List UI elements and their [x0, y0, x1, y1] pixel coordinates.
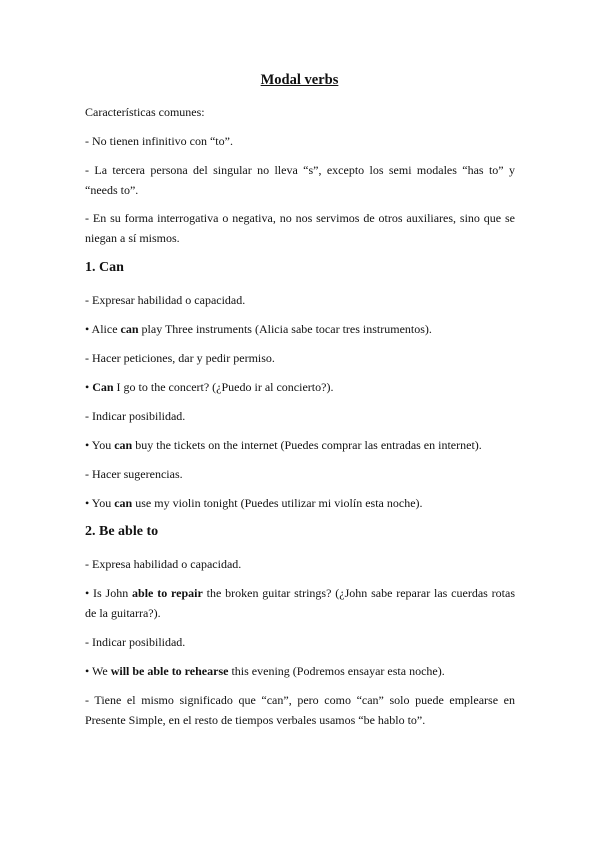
can-example-3: [85, 435, 515, 455]
be-able-use-1: - Expresa habilidad o capacidad.: [85, 557, 242, 571]
example-rest: the broken guitar strings? (¿John sabe reparar las cuerdas rotas de la guitarra?).: [85, 586, 515, 620]
example-rest: use my violin tonight (Puedes utilizar mi violín esta noche).: [132, 496, 423, 510]
section-heading-can: 1. Can: [85, 260, 124, 275]
can-use-1: - Expresar habilidad o capacidad.: [85, 293, 246, 307]
example-prefix: • Is John: [85, 586, 133, 600]
be-able-use-2: - Indicar posibilidad.: [85, 635, 186, 649]
can-use-2: - Hacer peticiones, dar y pedir permiso.: [85, 351, 275, 365]
example-rest: this evening (Podremos ensayar esta noche).: [228, 664, 445, 678]
can-example-1: [85, 319, 515, 339]
modal-verb: can: [114, 496, 133, 510]
modal-verb: can: [114, 438, 133, 452]
example-prefix: •: [85, 380, 93, 394]
page-title: Modal verbs: [260, 72, 339, 88]
be-able-example-2: [85, 661, 515, 681]
can-use-3: - Indicar posibilidad.: [85, 409, 186, 423]
example-prefix: • Alice: [85, 322, 121, 336]
section-heading-be-able-to: 2. Be able to: [85, 524, 159, 539]
be-able-note: - Tiene el mismo significado que “can”, pero como “can” solo puede emplearse en Presente Simple, en el resto de tiempos verbales usamos “be hablo to”.: [85, 693, 515, 727]
modal-verb: can: [120, 322, 139, 336]
intro-point-1: - No tienen infinitivo con “to”.: [85, 134, 233, 148]
can-example-4: [85, 493, 515, 513]
modal-verb: will be able to rehearse: [110, 664, 229, 678]
example-rest: buy the tickets on the internet (Puedes comprar las entradas en internet).: [132, 438, 482, 452]
be-able-example-1: [85, 583, 515, 623]
modal-verb: able to repair: [132, 586, 203, 600]
example-prefix: • You: [85, 438, 115, 452]
example-rest: I go to the concert? (¿Puedo ir al concierto?).: [113, 380, 334, 394]
example-prefix: • We: [85, 664, 111, 678]
can-example-2: [85, 377, 515, 397]
example-prefix: • You: [85, 496, 115, 510]
modal-verb: Can: [92, 380, 114, 394]
example-rest: play Three instruments (Alicia sabe tocar tres instrumentos).: [138, 322, 432, 336]
can-use-4: - Hacer sugerencias.: [85, 467, 183, 481]
intro-heading: Características comunes:: [85, 105, 205, 119]
intro-point-3: - En su forma interrogativa o negativa, no nos servimos de otros auxiliares, sino que se niegan a sí mismos.: [85, 211, 515, 245]
intro-point-2: - La tercera persona del singular no lleva “s”, excepto los semi modales “has to” y “needs to”.: [85, 163, 515, 197]
